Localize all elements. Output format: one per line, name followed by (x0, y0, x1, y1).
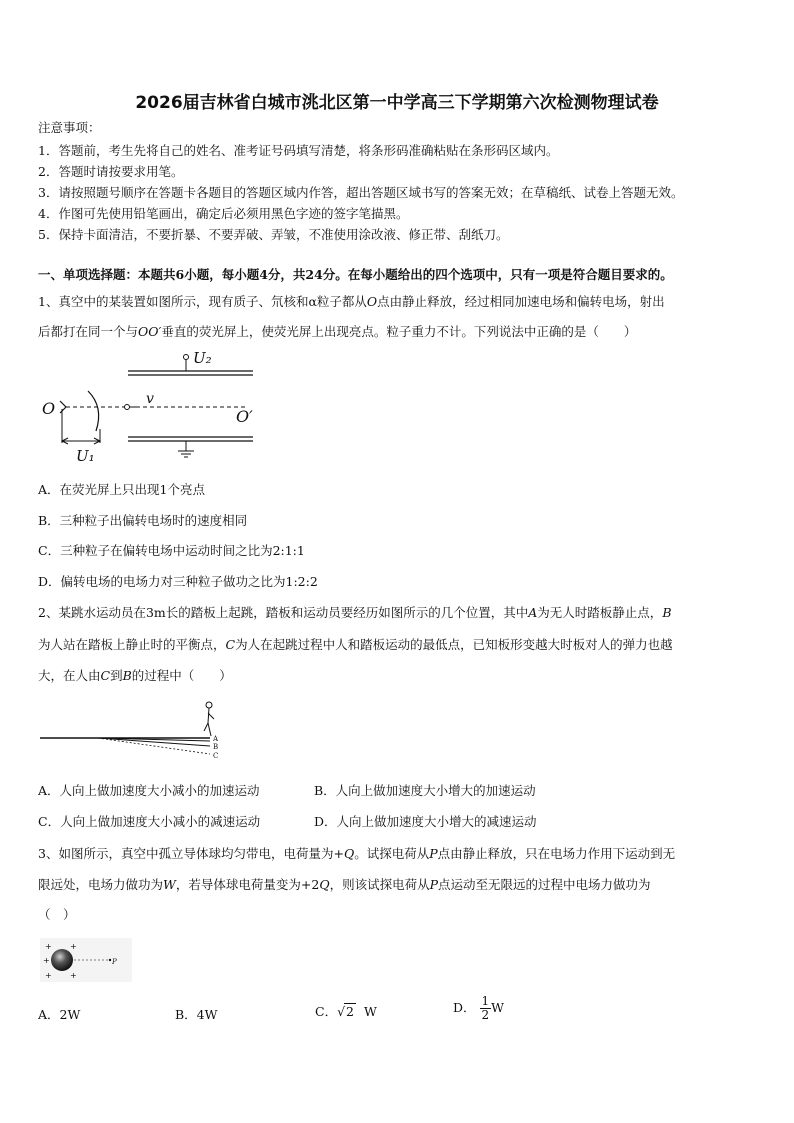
notice-item-3: 3．请按照题号顺序在答题卡各题目的答题区域内作答，超出答题区域书写的答案无效；在草稿纸、试卷上答题无效。 (38, 185, 684, 200)
notice-heading: 注意事项： (38, 120, 101, 135)
q3-figure-charged-sphere (40, 938, 132, 982)
q3-line-3: （ ） (38, 907, 76, 922)
q2-option-b: B．人向上做加速度大小增大的加速运动 (314, 783, 536, 798)
q2-label-a: A (213, 735, 219, 743)
svg-text:+: + (70, 971, 77, 980)
notice-item-4: 4．作图可先使用铅笔画出，确定后必须用黑色字迹的签字笔描黑。 (38, 206, 409, 221)
q3-option-d: D． $\frac{1}{2}$ W (453, 994, 505, 1022)
notice-item-2: 2．答题时请按要求用笔。 (38, 164, 184, 179)
q1-line-1: 1、真空中的某装置如图所示，现有质子、氘核和α粒子都从O点由静止释放，经过相同加速电场和偏转电场，射出 (38, 294, 665, 309)
q1-label-v: v (146, 391, 154, 407)
q2-figure-springboard (38, 695, 238, 770)
q2-label-c: C (213, 752, 219, 760)
q1-label-u1: U₁ (76, 447, 95, 465)
q1-label-oprime: O′ (236, 407, 253, 426)
notice-item-5: 5．保持卡面清洁，不要折暴、不要弄破、弄皱，不准使用涂改液、修正带、刮纸刀。 (38, 227, 509, 242)
q2-option-d: D．人向上做加速度大小增大的减速运动 (314, 814, 537, 829)
q2-line-1: 2、某跳水运动员在3m长的踏板上起跳，踏板和运动员要经历如图所示的几个位置，其中A为无人时踏板静止点，B (38, 605, 672, 620)
q3-line-1: 3、如图所示，真空中孤立导体球均匀带电，电荷量为+Q。试探电荷从P点由静止释放，只在电场力作用下运动到无 (38, 846, 676, 861)
q2-label-b: B (213, 743, 219, 751)
svg-text:+: + (45, 942, 52, 951)
notice-item-1: 1．答题前，考生先将自己的姓名、准考证号码填写清楚，将条形码准确粘贴在条形码区域内。 (38, 143, 559, 158)
q2-option-c: C．人向上做加速度大小减小的减速运动 (38, 814, 261, 829)
q3-line-2: 限远处，电场力做功为W，若导体球电荷量变为+2Q，则该试探电荷从P点运动至无限远的过程中电场力做功为 (38, 877, 651, 892)
q1-option-b: B．三种粒子出偏转电场时的速度相同 (38, 513, 248, 528)
q2-line-3: 大，在人由C到B的过程中（ ） (38, 668, 232, 683)
q2-option-a: A．人向上做加速度大小减小的加速运动 (38, 783, 260, 798)
section-heading: 一、单项选择题：本题共6小题，每小题4分，共24分。在每小题给出的四个选项中，只有一项是符合题目要求的。 (38, 267, 673, 282)
q3-option-c: C．√2 W (315, 1004, 377, 1019)
q1-option-c: C．三种粒子在偏转电场中运动时间之比为2:1:1 (38, 543, 305, 558)
q3-option-a: A．2W (38, 1007, 81, 1022)
q1-option-d: D．偏转电场的电场力对三种粒子做功之比为1:2:2 (38, 574, 318, 589)
svg-text:+: + (70, 942, 77, 951)
q1-label-u2: U₂ (193, 349, 212, 367)
q3-option-d-fraction: $\frac{1}{2}$ (481, 994, 490, 1022)
q2-line-2: 为人站在踏板上静止时的平衡点，C为人在起跳过程中人和踏板运动的最低点，已知板形变越大时板对人的弹力也越 (38, 637, 673, 652)
svg-text:+: + (43, 956, 50, 965)
q1-label-o: O (42, 399, 56, 418)
q1-line-2: 后都打在同一个与OO′垂直的荧光屏上，使荧光屏上出现亮点。粒子重力不计。下列说法中正确的是（ ） (38, 324, 637, 339)
q1-option-a: A．在荧光屏上只出现1个亮点 (38, 482, 205, 497)
q3-label-p: P (112, 958, 117, 966)
q3-option-c-radicand: 2 (346, 1004, 354, 1019)
q1-figure-deflection-apparatus (38, 345, 268, 465)
page-title: 2026届吉林省白城市洮北区第一中学高三下学期第六次检测物理试卷 (135, 93, 659, 113)
q3-option-b: B．4W (175, 1007, 218, 1022)
svg-text:+: + (45, 971, 52, 980)
